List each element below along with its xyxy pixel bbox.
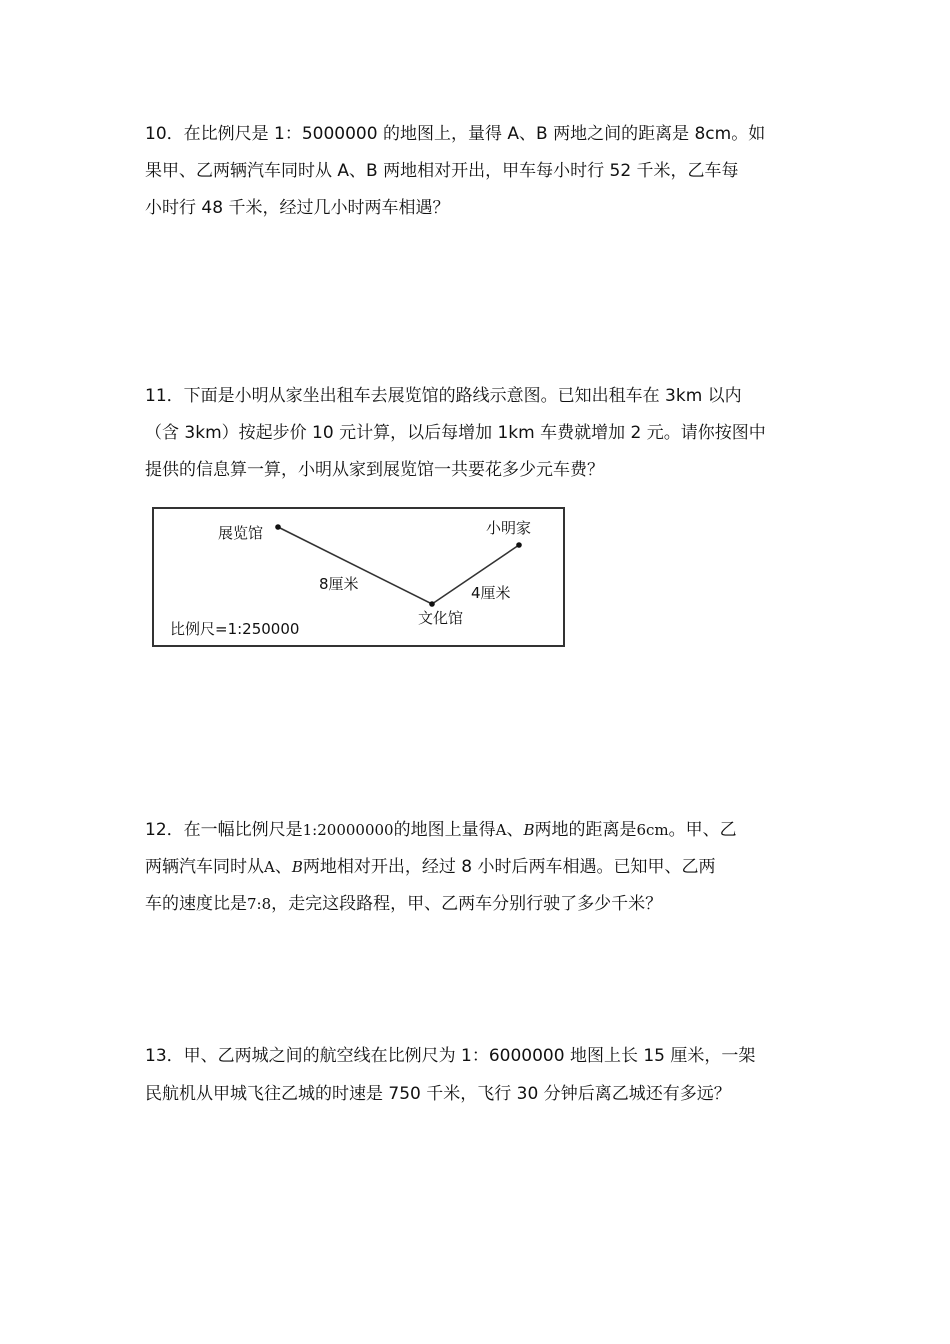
route-diagram xyxy=(152,507,565,647)
point-b: B xyxy=(291,858,303,876)
question-text-line: 13．甲、乙两城之间的航空线在比例尺为 1：6000000 地图上长 15 厘米，一架 xyxy=(145,1046,756,1066)
question-text-line xyxy=(145,812,810,849)
point-exhibition xyxy=(275,524,281,530)
question-10 xyxy=(145,116,810,227)
label-home: 小明家 xyxy=(486,519,532,537)
question-13 xyxy=(145,1037,810,1113)
label-exhibition: 展览馆 xyxy=(218,524,264,542)
question-text-line: 小时行 48 千米，经过几小时两车相遇？ xyxy=(145,198,450,218)
question-text-line: 民航机从甲城飞往乙城的时速是 750 千米，飞行 30 分钟后离乙城还有多远？ xyxy=(145,1084,731,1104)
point-a: A xyxy=(495,821,507,839)
question-text-line: 11．下面是小明从家坐出租车去展览馆的路线示意图。已知出租车在 3km 以内 xyxy=(145,386,742,406)
ratio-value: 7:8 xyxy=(247,895,272,913)
text: 的地图上量得 xyxy=(393,820,496,840)
question-text-line: 10．在比例尺是 1：5000000 的地图上，量得 A、B 两地之间的距离是 8cm。如 xyxy=(145,124,766,144)
question-text-line: 果甲、乙两辆汽车同时从 A、B 两地相对开出，甲车每小时行 52 千米，乙车每 xyxy=(145,161,739,181)
point-a: A xyxy=(264,858,275,876)
question-12 xyxy=(145,812,810,923)
label-culture: 文化馆 xyxy=(418,609,464,627)
text: 两辆汽车同时从 xyxy=(145,857,264,877)
text: 、 xyxy=(506,820,524,840)
text: 两地相对开出，经过 8 小时后两车相遇。已知甲、乙两 xyxy=(302,857,716,877)
question-text-line xyxy=(145,886,810,923)
point-home xyxy=(516,542,522,548)
label-scale: 比例尺=1:250000 xyxy=(170,620,300,638)
text: 车的速度比是 xyxy=(145,894,247,914)
point-b: B xyxy=(523,821,535,839)
text: 。甲、乙 xyxy=(668,820,737,840)
text: 、 xyxy=(274,857,292,877)
question-text-line: 提供的信息算一算，小明从家到展览馆一共要花多少元车费？ xyxy=(145,460,604,480)
text: 两地的距离是 xyxy=(534,820,637,840)
question-text-line xyxy=(145,849,810,886)
question-text-line: （含 3km）按起步价 10 元计算，以后每增加 1km 车费就增加 2 元。请你按图中 xyxy=(145,423,766,443)
text: ，走完这段路程，甲、乙两车分别行驶了多少千米？ xyxy=(271,894,663,914)
distance-value: 6cm xyxy=(636,821,669,839)
label-distance-1: 8厘米 xyxy=(319,575,359,593)
question-11 xyxy=(145,378,810,489)
text: 12．在一幅比例尺是 xyxy=(145,820,303,840)
point-culture xyxy=(429,601,435,607)
scale-value: 1:20000000 xyxy=(302,821,394,839)
label-distance-2: 4厘米 xyxy=(471,584,511,602)
